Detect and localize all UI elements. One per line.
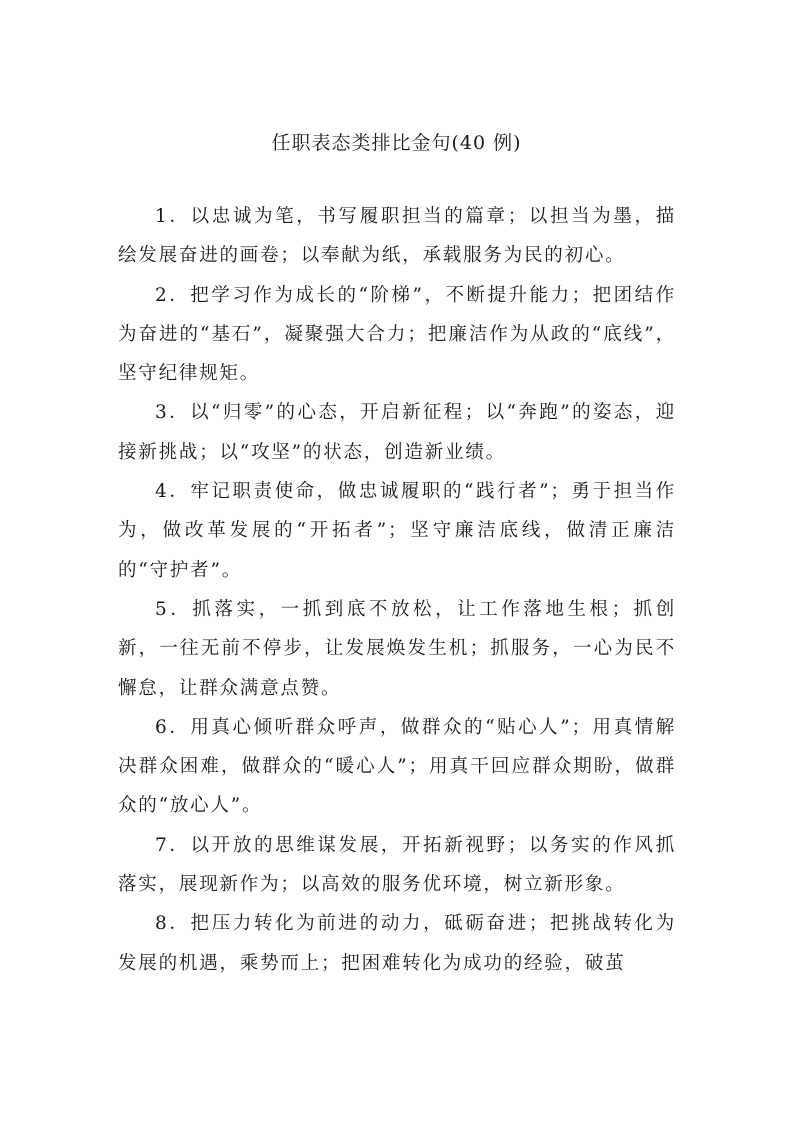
- paragraph-3: 3．以“归零”的心态，开启新征程；以“奔跑”的姿态，迎接新挑战；以“攻坚”的状态，创造新业绩。: [118, 402, 676, 463]
- paragraph-5: 5．抓落实，一抓到底不放松，让工作落地生根；抓创新，一往无前不停步，让发展焕发生机；抓服务，一心为民不懈怠，让群众满意点赞。: [118, 598, 676, 699]
- paragraph-1: 1．以忠诚为笔，书写履职担当的篇章；以担当为墨，描绘发展奋进的画卷；以奉献为纸，承载服务为民的初心。: [118, 206, 676, 267]
- document-body: [118, 197, 676, 983]
- document-title: 任职表态类排比金句(40 例): [271, 132, 522, 154]
- paragraph-7: 7．以开放的思维谋发展，开拓新视野；以务实的作风抓落实，展现新作为；以高效的服务优环境，树立新形象。: [118, 834, 676, 896]
- paragraph-8: 8．把压力转化为前进的动力，砥砺奋进；把挑战转化为发展的机遇，乘势而上；把困难转化为成功的经验，破茧: [118, 913, 676, 974]
- paragraph-4: 4．牢记职责使命，做忠诚履职的“践行者”；勇于担当作为，做改革发展的“开拓者”；坚守廉洁底线，做清正廉洁的“守护者”。: [118, 481, 676, 581]
- paragraph-6: 6．用真心倾听群众呼声，做群众的“贴心人”；用真情解决群众困难，做群众的“暖心人”；用真干回应群众期盼，做群众的“放心人”。: [118, 716, 676, 817]
- paragraph-2: 2．把学习作为成长的“阶梯”，不断提升能力；把团结作为奋进的“基石”，凝聚强大合力；把廉洁作为从政的“底线”，坚守纪律规矩。: [118, 284, 676, 385]
